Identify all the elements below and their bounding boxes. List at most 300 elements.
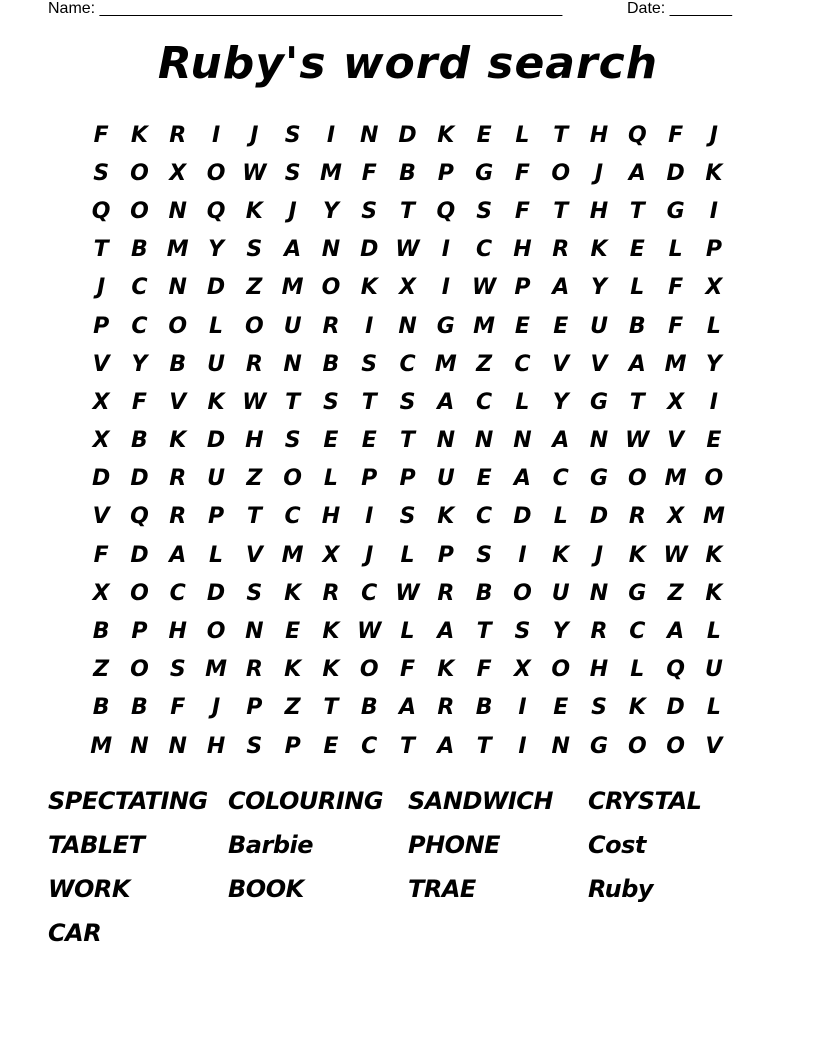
grid-cell[interactable]: S: [246, 733, 263, 759]
grid-cell[interactable]: O: [666, 733, 685, 759]
grid-cell[interactable]: X: [667, 504, 685, 530]
grid-cell[interactable]: I: [441, 275, 450, 301]
grid-cell[interactable]: C: [476, 389, 493, 415]
grid-cell[interactable]: S: [361, 351, 378, 377]
grid-cell[interactable]: M: [702, 504, 725, 530]
grid-cell[interactable]: L: [400, 542, 415, 568]
grid-cell[interactable]: E: [476, 122, 492, 148]
grid-cell[interactable]: H: [168, 619, 187, 645]
grid-cell[interactable]: N: [168, 733, 187, 759]
grid-cell[interactable]: W: [471, 275, 497, 301]
grid-cell[interactable]: G: [628, 580, 647, 606]
grid-cell[interactable]: B: [131, 428, 148, 454]
grid-cell[interactable]: O: [168, 313, 188, 339]
grid-cell[interactable]: T: [400, 733, 416, 759]
grid-cell[interactable]: A: [169, 542, 187, 568]
grid-cell[interactable]: A: [628, 351, 646, 377]
grid-cell[interactable]: M: [664, 466, 687, 492]
grid-cell[interactable]: I: [365, 313, 374, 339]
grid-cell[interactable]: S: [399, 389, 416, 415]
grid-cell[interactable]: T: [93, 237, 109, 263]
grid-cell[interactable]: J: [250, 122, 259, 148]
grid-cell[interactable]: M: [473, 313, 496, 339]
grid-cell[interactable]: D: [360, 237, 379, 263]
grid-cell[interactable]: H: [206, 733, 226, 759]
grid-cell[interactable]: N: [474, 428, 494, 454]
grid-cell[interactable]: B: [131, 695, 148, 721]
grid-cell[interactable]: K: [207, 389, 225, 415]
grid-cell[interactable]: F: [514, 160, 530, 186]
grid-cell[interactable]: K: [284, 580, 302, 606]
grid-cell[interactable]: S: [476, 198, 493, 224]
grid-cell[interactable]: G: [436, 313, 455, 339]
grid-cell[interactable]: V: [245, 542, 263, 568]
grid-cell[interactable]: S: [361, 198, 378, 224]
grid-cell[interactable]: F: [170, 695, 186, 721]
grid-cell[interactable]: N: [130, 733, 149, 759]
grid-cell[interactable]: H: [589, 198, 609, 224]
grid-cell[interactable]: H: [513, 237, 532, 263]
grid-cell[interactable]: R: [437, 695, 455, 721]
grid-cell[interactable]: S: [476, 542, 493, 568]
grid-cell[interactable]: X: [322, 542, 340, 568]
grid-cell[interactable]: K: [284, 657, 302, 683]
grid-cell[interactable]: A: [437, 389, 455, 415]
grid-cell[interactable]: Z: [667, 580, 684, 606]
grid-cell[interactable]: I: [709, 389, 718, 415]
grid-cell[interactable]: M: [664, 351, 687, 377]
grid-cell[interactable]: A: [284, 237, 302, 263]
grid-cell[interactable]: Y: [131, 351, 148, 377]
grid-cell[interactable]: T: [629, 198, 645, 224]
grid-cell[interactable]: F: [131, 389, 147, 415]
grid-cell[interactable]: E: [323, 733, 339, 759]
grid-cell[interactable]: U: [590, 313, 608, 339]
grid-cell[interactable]: R: [169, 466, 187, 492]
grid-cell[interactable]: N: [551, 733, 570, 759]
grid-cell[interactable]: C: [476, 237, 493, 263]
grid-cell[interactable]: R: [245, 657, 263, 683]
grid-cell[interactable]: X: [667, 389, 685, 415]
grid-cell[interactable]: I: [518, 542, 527, 568]
grid-cell[interactable]: E: [323, 428, 339, 454]
grid-cell[interactable]: Y: [705, 351, 722, 377]
grid-cell[interactable]: K: [360, 275, 378, 301]
grid-cell[interactable]: M: [434, 351, 457, 377]
grid-row: [82, 727, 733, 765]
grid-cell[interactable]: L: [209, 313, 224, 339]
grid-cell[interactable]: R: [628, 504, 646, 530]
grid-cell[interactable]: K: [322, 657, 340, 683]
grid-cell[interactable]: M: [90, 733, 113, 759]
grid-cell[interactable]: L: [553, 504, 568, 530]
grid-cell[interactable]: T: [553, 122, 569, 148]
grid-cell[interactable]: A: [437, 619, 455, 645]
grid-cell[interactable]: K: [705, 542, 723, 568]
grid-cell[interactable]: X: [513, 657, 531, 683]
grid-row: [82, 460, 733, 498]
name-field[interactable]: Name: ____________________________________________________: [48, 0, 563, 17]
grid-cell[interactable]: N: [398, 313, 417, 339]
grid-cell[interactable]: O: [130, 657, 149, 683]
grid-cell[interactable]: S: [284, 160, 301, 186]
grid-cell[interactable]: K: [705, 580, 723, 606]
grid-row: [82, 498, 733, 536]
grid-cell[interactable]: V: [667, 428, 685, 454]
grid-cell[interactable]: P: [246, 695, 263, 721]
grid-cell[interactable]: Y: [591, 275, 607, 301]
grid-cell[interactable]: T: [323, 695, 339, 721]
grid-cell[interactable]: E: [553, 695, 569, 721]
grid-cell[interactable]: P: [705, 237, 722, 263]
grid-cell[interactable]: S: [591, 695, 607, 721]
grid-cell[interactable]: C: [361, 733, 378, 759]
grid-cell[interactable]: N: [168, 198, 187, 224]
grid-cell[interactable]: Y: [322, 198, 339, 224]
grid-cell[interactable]: D: [513, 504, 532, 530]
grid-cell[interactable]: L: [400, 619, 415, 645]
grid-cell[interactable]: F: [514, 198, 530, 224]
grid-cell[interactable]: L: [323, 466, 338, 492]
grid-cell[interactable]: F: [400, 657, 416, 683]
grid-cell[interactable]: C: [476, 504, 493, 530]
grid-cell[interactable]: P: [284, 733, 301, 759]
grid-cell[interactable]: T: [476, 619, 492, 645]
grid-cell[interactable]: W: [663, 542, 688, 568]
grid-cell[interactable]: Z: [246, 466, 263, 492]
grid-cell[interactable]: O: [130, 198, 149, 224]
grid-cell[interactable]: W: [395, 580, 420, 606]
grid-cell[interactable]: B: [475, 580, 493, 606]
grid-cell[interactable]: W: [242, 160, 267, 186]
grid-cell[interactable]: H: [589, 657, 609, 683]
grid-cell[interactable]: F: [668, 275, 684, 301]
grid-row: [82, 231, 733, 269]
grid-cell[interactable]: Q: [130, 504, 149, 530]
grid-cell[interactable]: I: [365, 504, 374, 530]
grid-cell[interactable]: U: [551, 580, 570, 606]
grid-cell[interactable]: T: [400, 198, 416, 224]
grid-cell[interactable]: D: [206, 428, 226, 454]
grid-cell[interactable]: R: [552, 237, 570, 263]
grid-cell[interactable]: B: [92, 619, 110, 645]
grid-cell[interactable]: N: [436, 428, 456, 454]
grid-cell[interactable]: E: [629, 237, 645, 263]
grid-cell[interactable]: Y: [552, 389, 569, 415]
grid-cell[interactable]: G: [589, 389, 609, 415]
grid-cell[interactable]: Y: [208, 237, 224, 263]
grid-cell[interactable]: E: [553, 313, 569, 339]
grid-cell[interactable]: K: [590, 237, 608, 263]
grid-cell[interactable]: C: [629, 619, 646, 645]
grid-cell[interactable]: F: [93, 542, 109, 568]
grid-cell[interactable]: L: [515, 122, 530, 148]
grid-cell[interactable]: I: [211, 122, 221, 148]
grid-cell[interactable]: R: [245, 351, 263, 377]
grid-cell[interactable]: O: [513, 580, 532, 606]
grid-cell[interactable]: A: [667, 619, 685, 645]
grid-cell[interactable]: C: [399, 351, 416, 377]
grid-cell[interactable]: G: [589, 733, 609, 759]
grid-cell[interactable]: F: [668, 313, 684, 339]
grid-cell[interactable]: J: [594, 160, 604, 186]
grid-cell[interactable]: B: [399, 160, 416, 186]
grid-cell[interactable]: P: [93, 313, 110, 339]
grid-cell[interactable]: K: [322, 619, 340, 645]
grid-cell[interactable]: L: [630, 657, 645, 683]
grid-cell[interactable]: O: [551, 657, 571, 683]
grid-cell[interactable]: K: [130, 122, 148, 148]
grid-cell[interactable]: R: [169, 504, 187, 530]
grid-cell[interactable]: K: [705, 160, 723, 186]
grid-cell[interactable]: X: [92, 580, 110, 606]
grid-cell[interactable]: G: [475, 160, 494, 186]
grid-cell[interactable]: P: [399, 466, 416, 492]
grid-cell[interactable]: I: [441, 237, 450, 263]
grid-cell[interactable]: D: [666, 160, 685, 186]
grid-cell[interactable]: M: [205, 657, 227, 683]
grid-cell[interactable]: H: [321, 504, 341, 530]
grid-cell[interactable]: C: [552, 466, 569, 492]
grid-cell[interactable]: I: [709, 198, 718, 224]
word-list-item: PHONE: [408, 831, 501, 859]
grid-cell[interactable]: O: [551, 160, 571, 186]
grid-cell[interactable]: D: [130, 466, 149, 492]
grid-cell[interactable]: O: [359, 657, 379, 683]
grid-cell[interactable]: M: [281, 275, 304, 301]
grid-cell[interactable]: J: [709, 122, 718, 148]
grid-cell[interactable]: L: [630, 275, 645, 301]
grid-cell[interactable]: X: [705, 275, 723, 301]
grid-cell[interactable]: G: [589, 466, 609, 492]
grid-cell[interactable]: P: [361, 466, 378, 492]
grid-cell[interactable]: J: [97, 275, 106, 301]
grid-cell[interactable]: C: [131, 313, 148, 339]
grid-cell[interactable]: Y: [552, 619, 569, 645]
grid-cell[interactable]: P: [207, 504, 225, 530]
grid-cell[interactable]: A: [437, 733, 455, 759]
grid-cell[interactable]: E: [361, 428, 377, 454]
grid-cell[interactable]: T: [400, 428, 416, 454]
grid-cell[interactable]: T: [476, 733, 492, 759]
grid-cell[interactable]: O: [283, 466, 302, 492]
grid-cell[interactable]: O: [627, 733, 647, 759]
grid-cell[interactable]: C: [514, 351, 531, 377]
grid-cell[interactable]: M: [319, 160, 342, 186]
grid-cell[interactable]: E: [514, 313, 530, 339]
grid-cell[interactable]: W: [625, 428, 650, 454]
grid-cell[interactable]: F: [476, 657, 492, 683]
grid-cell[interactable]: R: [322, 313, 340, 339]
grid-cell[interactable]: D: [398, 122, 417, 148]
grid-cell[interactable]: Q: [206, 198, 226, 224]
grid-cell[interactable]: O: [206, 619, 226, 645]
grid-cell[interactable]: I: [326, 122, 336, 148]
grid-cell[interactable]: J: [288, 198, 297, 224]
grid-cell[interactable]: I: [518, 695, 527, 721]
grid-cell[interactable]: X: [92, 428, 110, 454]
grid-cell[interactable]: V: [169, 389, 187, 415]
grid-cell[interactable]: T: [361, 389, 377, 415]
grid-cell[interactable]: C: [169, 580, 186, 606]
grid-cell[interactable]: P: [514, 275, 531, 301]
grid-cell[interactable]: S: [93, 160, 110, 186]
grid-cell[interactable]: A: [399, 695, 417, 721]
grid-cell[interactable]: S: [514, 619, 531, 645]
grid-cell[interactable]: R: [169, 122, 187, 148]
date-field[interactable]: Date: _______: [627, 0, 732, 17]
grid-cell[interactable]: B: [131, 237, 148, 263]
grid-cell[interactable]: V: [552, 351, 570, 377]
grid-cell[interactable]: S: [284, 428, 301, 454]
grid-cell[interactable]: O: [704, 466, 724, 492]
grid-cell[interactable]: N: [513, 428, 532, 454]
grid-cell[interactable]: B: [628, 313, 646, 339]
grid-cell[interactable]: M: [281, 542, 304, 568]
grid-cell[interactable]: J: [211, 695, 221, 721]
grid-cell[interactable]: D: [206, 580, 226, 606]
grid-cell[interactable]: K: [169, 428, 187, 454]
grid-cell[interactable]: D: [206, 275, 226, 301]
grid-cell[interactable]: I: [518, 733, 527, 759]
grid-cell[interactable]: C: [131, 275, 148, 301]
grid-cell[interactable]: Z: [246, 275, 263, 301]
grid-cell[interactable]: Z: [93, 657, 110, 683]
grid-cell[interactable]: S: [246, 237, 263, 263]
grid-cell[interactable]: Q: [666, 657, 685, 683]
grid-cell[interactable]: S: [169, 657, 186, 683]
grid-cell[interactable]: R: [322, 580, 340, 606]
grid-cell[interactable]: B: [169, 351, 187, 377]
grid-cell[interactable]: G: [666, 198, 685, 224]
grid-cell[interactable]: L: [668, 237, 683, 263]
grid-cell[interactable]: A: [552, 275, 570, 301]
grid-cell[interactable]: U: [207, 466, 225, 492]
grid-cell[interactable]: N: [283, 351, 302, 377]
grid-cell[interactable]: L: [706, 619, 721, 645]
grid-cell[interactable]: W: [395, 237, 420, 263]
grid-cell[interactable]: D: [130, 542, 149, 568]
grid-cell[interactable]: E: [285, 619, 301, 645]
grid-cell[interactable]: O: [321, 275, 341, 301]
grid-cell[interactable]: Z: [284, 695, 301, 721]
grid-cell[interactable]: R: [590, 619, 608, 645]
grid-cell[interactable]: K: [245, 198, 263, 224]
grid-cell[interactable]: U: [283, 313, 302, 339]
grid-cell[interactable]: Z: [476, 351, 493, 377]
grid-cell[interactable]: S: [246, 580, 263, 606]
grid-cell[interactable]: L: [706, 313, 721, 339]
grid-cell[interactable]: F: [93, 122, 109, 148]
grid-cell[interactable]: V: [92, 504, 110, 530]
grid-cell[interactable]: C: [284, 504, 301, 530]
grid-cell[interactable]: F: [668, 122, 684, 148]
grid-cell[interactable]: T: [629, 389, 645, 415]
grid-cell[interactable]: N: [168, 275, 187, 301]
grid-cell[interactable]: E: [706, 428, 722, 454]
grid-cell[interactable]: B: [475, 695, 493, 721]
grid-cell[interactable]: N: [321, 237, 341, 263]
grid-row: [82, 345, 733, 383]
grid-cell[interactable]: U: [436, 466, 455, 492]
grid-cell[interactable]: O: [627, 466, 647, 492]
grid-cell[interactable]: P: [437, 160, 454, 186]
grid-cell[interactable]: J: [365, 542, 374, 568]
grid-cell[interactable]: K: [437, 657, 455, 683]
grid-cell[interactable]: P: [437, 542, 454, 568]
grid-cell[interactable]: K: [552, 542, 570, 568]
grid-cell[interactable]: V: [590, 351, 608, 377]
grid-cell[interactable]: T: [285, 389, 301, 415]
grid-cell[interactable]: O: [130, 160, 149, 186]
grid-cell[interactable]: N: [589, 580, 609, 606]
grid-cell[interactable]: C: [361, 580, 378, 606]
grid-cell[interactable]: W: [357, 619, 382, 645]
grid-cell[interactable]: A: [513, 466, 531, 492]
word-list-item: COLOURING: [228, 787, 384, 815]
grid-row: [82, 307, 733, 345]
grid-cell[interactable]: D: [92, 466, 111, 492]
grid-cell[interactable]: N: [360, 122, 379, 148]
grid-cell[interactable]: K: [628, 542, 646, 568]
grid-row: [82, 383, 733, 421]
grid-cell[interactable]: K: [437, 122, 455, 148]
grid-cell[interactable]: Q: [91, 198, 111, 224]
grid-cell[interactable]: L: [706, 695, 721, 721]
grid-cell[interactable]: D: [666, 695, 685, 721]
grid-cell[interactable]: B: [360, 695, 378, 721]
grid-cell[interactable]: X: [399, 275, 416, 301]
grid-cell[interactable]: X: [169, 160, 187, 186]
grid-cell[interactable]: A: [628, 160, 646, 186]
grid-cell[interactable]: O: [130, 580, 149, 606]
grid-cell[interactable]: U: [704, 657, 723, 683]
grid-cell[interactable]: K: [437, 504, 455, 530]
grid-cell[interactable]: N: [589, 428, 609, 454]
grid-cell[interactable]: H: [245, 428, 264, 454]
grid-cell[interactable]: U: [207, 351, 225, 377]
grid-cell[interactable]: D: [589, 504, 609, 530]
grid-cell[interactable]: A: [552, 428, 570, 454]
grid-cell[interactable]: S: [323, 389, 339, 415]
grid-cell[interactable]: H: [589, 122, 609, 148]
grid-cell[interactable]: W: [242, 389, 267, 415]
grid-cell[interactable]: S: [284, 122, 301, 148]
grid-cell[interactable]: J: [594, 542, 604, 568]
grid-cell[interactable]: R: [437, 580, 455, 606]
grid-cell[interactable]: E: [476, 466, 492, 492]
grid-cell[interactable]: K: [628, 695, 646, 721]
grid-cell[interactable]: B: [322, 351, 340, 377]
grid-cell[interactable]: T: [246, 504, 262, 530]
grid-cell[interactable]: X: [92, 389, 110, 415]
grid-cell[interactable]: T: [553, 198, 569, 224]
grid-cell[interactable]: V: [92, 351, 110, 377]
grid-cell[interactable]: L: [515, 389, 530, 415]
grid-cell[interactable]: F: [361, 160, 377, 186]
grid-cell[interactable]: O: [206, 160, 226, 186]
grid-cell[interactable]: M: [166, 237, 189, 263]
grid-cell[interactable]: L: [209, 542, 224, 568]
grid-cell[interactable]: P: [131, 619, 148, 645]
grid-cell[interactable]: Q: [627, 122, 647, 148]
grid-cell[interactable]: N: [245, 619, 264, 645]
grid-cell[interactable]: Q: [436, 198, 456, 224]
grid-cell[interactable]: B: [92, 695, 110, 721]
grid-cell[interactable]: V: [705, 733, 723, 759]
grid-cell[interactable]: S: [399, 504, 416, 530]
grid-cell[interactable]: O: [244, 313, 264, 339]
